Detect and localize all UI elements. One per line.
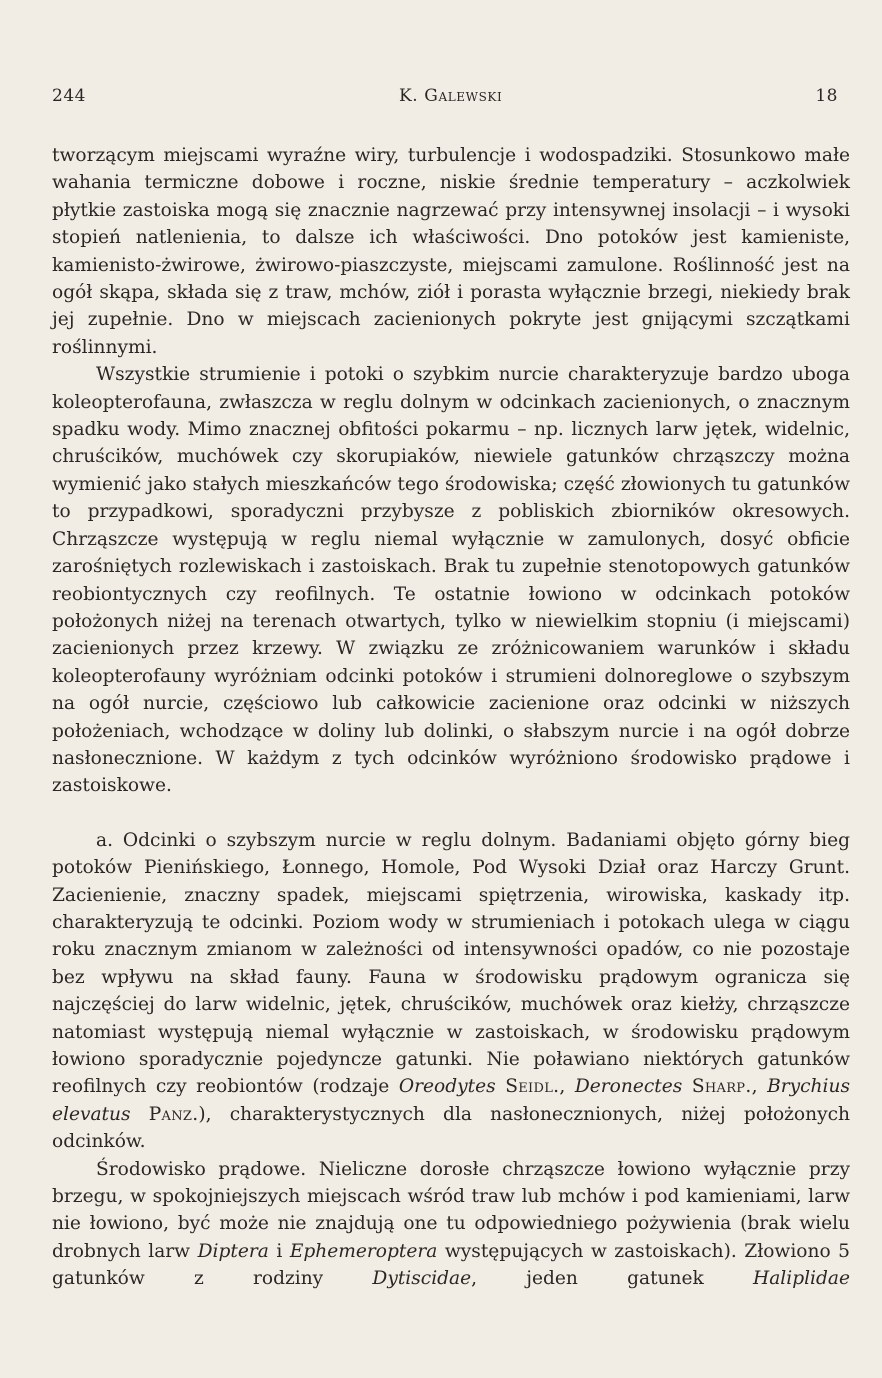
separator: , (751, 1076, 758, 1098)
running-author: K. Galewski (398, 86, 503, 106)
running-header (52, 86, 838, 106)
paragraph-4 (52, 1156, 850, 1293)
genus-deronectes: Deronectes (574, 1076, 683, 1098)
taxon-ephemeroptera: Ephemeroptera (289, 1240, 438, 1262)
paragraph-3-end: ), charakterystycznych dla nasłonecznionych, niżej położonych odcinków. (52, 1103, 850, 1153)
paragraph-3-text: a. Odcinki o szybszym nurcie w reglu dolnym. Badaniami objęto górny bieg potoków Pienińskiego, Łonnego, Homole, Pod Wysoki Dział oraz Harczy Grunt. Zacienienie, znaczny spadek, miejscami spiętrzenia, wirowiska, kaskady itp. charakteryzują te odcinki. Poziom wody w strumieniach i potokach ulega w ciągu roku znacznym zmianom w zależności od intensywności opadów, co nie pozostaje bez wpływu na skład fauny. Fauna w środowisku prądowym ogranicza się najczęściej do larw widelnic, jętek, chruścików, muchówek oraz kiełży, chrząszcze natomiast występują niemal wyłącznie w zastoiskach, w środowisku prądowym łowiono sporadycznie pojedyncze gatunki. Nie poławiano niektórych gatunków reofilnych czy reobiontów (rodzaje (52, 829, 850, 1098)
author-sharp: Sharp. (691, 1076, 752, 1098)
paragraph-4-mid: występujących w zastoiskach). Złowiono 5 gatunków z rodziny (52, 1240, 850, 1290)
genus-oreodytes: Oreodytes (398, 1076, 496, 1098)
separator: , (559, 1076, 566, 1098)
body-text (52, 142, 850, 1293)
species-brychius-elevatus: Brychius elevatus (52, 1076, 850, 1125)
page-number: 244 (52, 86, 86, 106)
paragraph-1: tworzącym miejscami wyraźne wiry, turbulencje i wodospadziki. Stosunkowo małe wahania termiczne dobowe i roczne, niskie średnie temperatury – aczkolwiek płytkie zastoiska mogą się znacznie nagrzewać przy intensywnej insolacji – i wysoki stopień natlenienia, to dalsze ich właściwości. Dno potoków jest kamieniste, kamienisto-żwirowe, żwirowo-piaszczyste, miejscami zamulone. Roślinność jest na ogół skąpa, składa się z traw, mchów, ziół i porasta wyłącznie brzegi, niekiedy brak jej zupełnie. Dno w miejscach zacienionych pokryte jest gnijącymi szczątkami roślinnymi. (52, 145, 850, 358)
article-number: 18 (815, 86, 838, 106)
taxon-dytiscidae: Dytiscidae (372, 1268, 472, 1290)
paragraph-3 (52, 827, 850, 1156)
author-seidl: Seidl. (505, 1076, 560, 1098)
paragraph-4-text: Środowisko prądowe. Nieliczne dorosłe chrząszcze łowiono wyłącznie przy brzegu, w spokojniejszych miejscach wśród traw lub mchów i pod kamieniami, larw nie łowiono, być może nie znajdują one tu odpowiedniego pożywienia (brak wielu drobnych larw (52, 1158, 850, 1262)
taxon-haliplidae: Haliplidae (753, 1268, 850, 1290)
taxon-diptera: Diptera (197, 1240, 269, 1262)
paragraph-4-mid2: , jeden gatunek (471, 1268, 704, 1290)
author-panz: Panz. (148, 1103, 199, 1125)
paragraph-2: Wszystkie strumienie i potoki o szybkim nurcie charakteryzuje bardzo uboga koleopterofauna, zwłaszcza w reglu dolnym w odcinkach zacienionych, o znacznym spadku wody. Mimo znacznej obfitości pokarmu – np. licznych larw jętek, widelnic, chruścików, muchówek czy skorupiaków, niewiele gatunków chrząszczy można wymienić jako stałych mieszkańców tego środowiska; część złowionych tu gatunków to przypadkowi, sporadyczni przybysze z pobliskich zbiorników okresowych. Chrząszcze występują w reglu niemal wyłącznie w zamulonych, dosyć obficie zarośniętych rozlewiskach i zastoiskach. Brak tu zupełnie stenotopowych gatunków reobiontycznych czy reofilnych. Te ostatnie łowiono w odcinkach potoków położonych niżej na terenach otwartych, tylko w niewielkim stopniu (i miejscami) zacienionych przez krzewy. W związku ze zróżnicowaniem warunków i składu koleopterofauny wyróżniam odcinki potoków i strumieni dolnoreglowe o szybszym na ogół nurcie, częściowo lub całkowicie zacienione oraz odcinki w niższych położeniach, wchodzące w doliny lub dolinki, o słabszym nurcie i na ogół dobrze nasłonecznione. W każdym z tych odcinków wyróżniono środowisko prądowe i zastoiskowe. (52, 364, 850, 797)
conjunction: i (276, 1240, 283, 1262)
